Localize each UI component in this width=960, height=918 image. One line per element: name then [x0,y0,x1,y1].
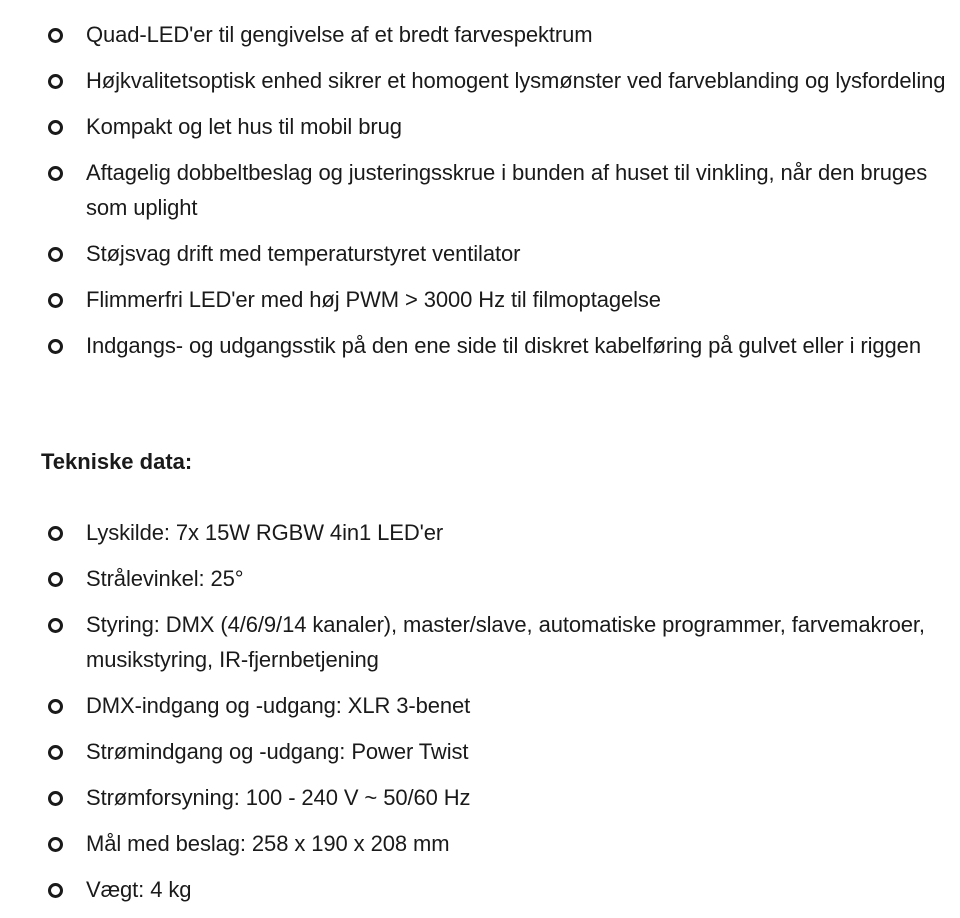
list-item [0,109,960,144]
list-item [0,780,960,815]
circle-bullet-icon [48,293,63,308]
list-item [0,515,960,550]
list-item [0,63,960,98]
circle-bullet-icon [48,699,63,714]
list-item [0,688,960,723]
circle-bullet-icon [48,74,63,89]
circle-bullet-icon [48,339,63,354]
circle-bullet-icon [48,883,63,898]
list-item-text: Kompakt og let hus til mobil brug [86,114,402,139]
list-item-text: Strømforsyning: 100 - 240 V ~ 50/60 Hz [86,785,471,810]
list-item-text: Strålevinkel: 25° [86,566,244,591]
list-item-text: DMX-indgang og -udgang: XLR 3-benet [86,693,471,718]
list-item-text: Lyskilde: 7x 15W RGBW 4in1 LED'er [86,520,444,545]
list-item [0,561,960,596]
list-item-text: Støjsvag drift med temperaturstyret ventilator [86,241,521,266]
list-item [0,607,960,677]
circle-bullet-icon [48,837,63,852]
circle-bullet-icon [48,526,63,541]
list-item-text: Mål med beslag: 258 x 190 x 208 mm [86,831,450,856]
list-item [0,236,960,271]
circle-bullet-icon [48,247,63,262]
list-item [0,872,960,907]
list-item [0,328,960,363]
list-item-text: Aftagelig dobbeltbeslag og justeringsskrue i bunden af huset til vinkling, når den bruges som uplight [86,160,928,220]
technical-data-heading: Tekniske data: [41,449,193,474]
circle-bullet-icon [48,28,63,43]
list-item-text: Strømindgang og -udgang: Power Twist [86,739,469,764]
circle-bullet-icon [48,120,63,135]
list-item-text: Quad-LED'er til gengivelse af et bredt farvespektrum [86,22,593,47]
list-item [0,17,960,52]
list-item-text: Højkvalitetsoptisk enhed sikrer et homogent lysmønster ved farveblanding og lysfordeling [86,68,946,93]
technical-data-list [0,515,960,918]
list-item [0,734,960,769]
list-item-text: Flimmerfri LED'er med høj PWM > 3000 Hz til filmoptagelse [86,287,661,312]
feature-list [0,17,960,374]
list-item-text: Indgangs- og udgangsstik på den ene side til diskret kabelføring på gulvet eller i riggen [86,333,921,358]
list-item [0,282,960,317]
list-item-text: Styring: DMX (4/6/9/14 kanaler), master/slave, automatiske programmer, farvemakroer, musikstyring, IR-fjernbetjening [86,612,925,672]
list-item-text: Vægt: 4 kg [86,877,192,902]
circle-bullet-icon [48,745,63,760]
list-item [0,826,960,861]
list-item [0,155,960,225]
circle-bullet-icon [48,791,63,806]
circle-bullet-icon [48,166,63,181]
circle-bullet-icon [48,572,63,587]
circle-bullet-icon [48,618,63,633]
